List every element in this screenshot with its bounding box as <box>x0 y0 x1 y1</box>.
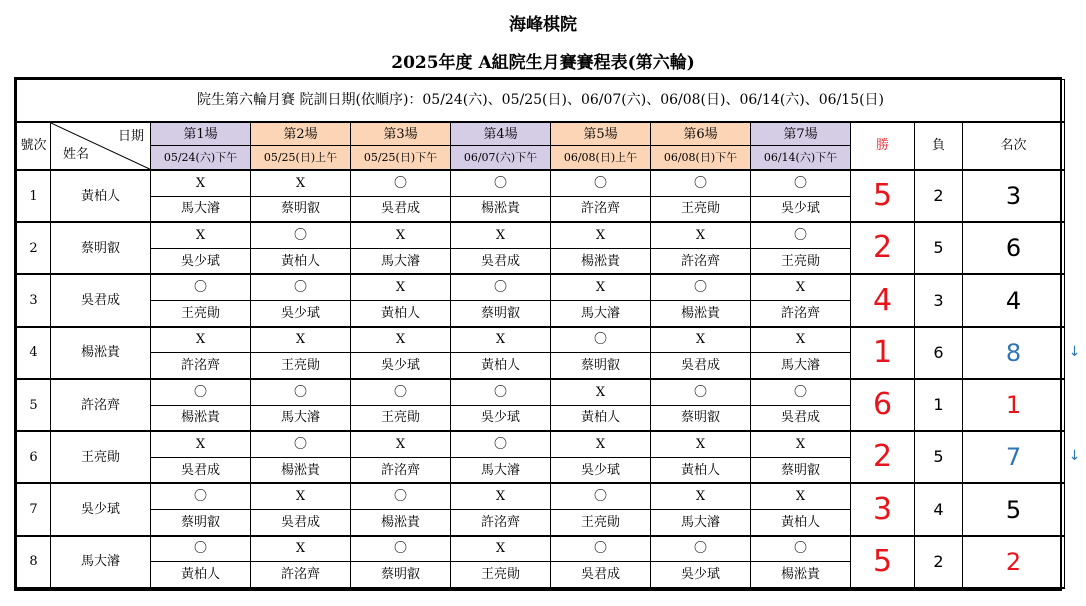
win-count: 2 <box>851 431 915 483</box>
game-opponent: 許洺齊 <box>351 457 451 483</box>
game-result: X <box>151 327 251 353</box>
game-result: 〇 <box>651 379 751 405</box>
player-row <box>17 327 1065 353</box>
loss-count: 4 <box>915 483 963 535</box>
rank-value: 5 <box>963 483 1065 535</box>
game-result: X <box>151 431 251 457</box>
game-result: 〇 <box>451 170 551 196</box>
game-opponent: 吳君成 <box>251 510 351 536</box>
game-result: X <box>351 431 451 457</box>
round-label: 第6場 <box>651 122 751 146</box>
game-result: 〇 <box>751 536 851 562</box>
game-opponent: 楊淞貴 <box>751 562 851 588</box>
header-win: 勝 <box>851 122 915 170</box>
game-opponent: 黃柏人 <box>751 510 851 536</box>
game-result: 〇 <box>751 170 851 196</box>
player-name: 楊淞貴 <box>51 327 151 379</box>
rank-down-arrow-icon: ↓ <box>1068 343 1081 360</box>
rank-value: 2 <box>963 536 1065 588</box>
game-opponent: 王亮勛 <box>351 405 451 431</box>
win-count: 3 <box>851 483 915 535</box>
game-result: 〇 <box>451 274 551 300</box>
game-opponent: 馬大濬 <box>651 510 751 536</box>
page-title: 海峰棋院 <box>509 15 577 35</box>
game-result: X <box>751 483 851 509</box>
round-date: 05/25(日)上午 <box>251 146 351 170</box>
page-subtitle: 2025年度 A組院生月賽賽程表(第六輪) <box>391 53 695 73</box>
game-opponent: 吳君成 <box>151 457 251 483</box>
game-opponent: 馬大濬 <box>751 353 851 379</box>
game-opponent: 黃柏人 <box>651 457 751 483</box>
loss-count: 1 <box>915 379 963 431</box>
rank-down-arrow-icon: ↓ <box>1068 448 1081 465</box>
game-opponent: 吳君成 <box>751 405 851 431</box>
game-opponent: 蔡明叡 <box>151 510 251 536</box>
rank-value: 6 <box>963 222 1065 274</box>
game-result: 〇 <box>751 379 851 405</box>
game-opponent: 吳少珷 <box>351 353 451 379</box>
round-label: 第3場 <box>351 122 451 146</box>
game-opponent: 許洺齊 <box>251 562 351 588</box>
game-result: X <box>151 170 251 196</box>
rank-value: 3 <box>963 170 1065 222</box>
game-opponent: 楊淞貴 <box>251 457 351 483</box>
game-opponent: 吳君成 <box>451 248 551 274</box>
round-date: 06/14(六)下午 <box>751 146 851 170</box>
game-result: X <box>351 274 451 300</box>
rank-value: 7 <box>963 431 1065 483</box>
game-result: 〇 <box>251 274 351 300</box>
game-result: X <box>451 536 551 562</box>
game-opponent: 蔡明叡 <box>351 562 451 588</box>
player-number: 7 <box>17 483 51 535</box>
round-date: 06/07(六)下午 <box>451 146 551 170</box>
round-label: 第7場 <box>751 122 851 146</box>
game-result: 〇 <box>351 483 451 509</box>
player-name: 黃柏人 <box>51 170 151 222</box>
schedule-table <box>14 77 1062 591</box>
game-opponent: 吳少珷 <box>251 301 351 327</box>
game-result: 〇 <box>251 431 351 457</box>
game-result: 〇 <box>251 222 351 248</box>
game-result: X <box>551 222 651 248</box>
player-name: 吳君成 <box>51 274 151 326</box>
player-name: 許洺齊 <box>51 379 151 431</box>
loss-count: 2 <box>915 170 963 222</box>
game-result: X <box>451 483 551 509</box>
game-opponent: 王亮勛 <box>451 562 551 588</box>
game-opponent: 馬大濬 <box>351 248 451 274</box>
player-number: 8 <box>17 536 51 588</box>
loss-count: 5 <box>915 431 963 483</box>
win-count: 6 <box>851 379 915 431</box>
game-opponent: 黃柏人 <box>451 353 551 379</box>
header-date-label: 日期 <box>117 128 144 144</box>
loss-count: 3 <box>915 274 963 326</box>
player-name: 蔡明叡 <box>51 222 151 274</box>
game-result: X <box>451 222 551 248</box>
game-opponent: 王亮勛 <box>651 196 751 222</box>
game-opponent: 楊淞貴 <box>351 510 451 536</box>
game-result: X <box>751 431 851 457</box>
header-loss: 負 <box>915 122 963 170</box>
game-result: 〇 <box>251 379 351 405</box>
game-opponent: 蔡明叡 <box>251 196 351 222</box>
game-result: 〇 <box>551 170 651 196</box>
game-result: 〇 <box>151 379 251 405</box>
player-name: 王亮勛 <box>51 431 151 483</box>
game-result: 〇 <box>651 170 751 196</box>
win-count: 1 <box>851 327 915 379</box>
game-result: 〇 <box>651 274 751 300</box>
game-result: X <box>551 379 651 405</box>
game-opponent: 許洺齊 <box>451 510 551 536</box>
round-date: 06/08(日)下午 <box>651 146 751 170</box>
player-number: 4 <box>17 327 51 379</box>
game-opponent: 楊淞貴 <box>551 248 651 274</box>
game-result: X <box>551 274 651 300</box>
game-result: 〇 <box>451 431 551 457</box>
game-result: X <box>151 222 251 248</box>
game-opponent: 吳少珷 <box>651 562 751 588</box>
game-opponent: 王亮勛 <box>551 510 651 536</box>
game-result: 〇 <box>351 379 451 405</box>
win-count: 5 <box>851 536 915 588</box>
game-result: X <box>551 431 651 457</box>
game-opponent: 蔡明叡 <box>451 301 551 327</box>
win-count: 2 <box>851 222 915 274</box>
player-number: 3 <box>17 274 51 326</box>
header-name-label: 姓名 <box>63 146 90 162</box>
game-result: 〇 <box>551 536 651 562</box>
game-result: 〇 <box>151 536 251 562</box>
rank-value: 4 <box>963 274 1065 326</box>
game-opponent: 吳君成 <box>651 353 751 379</box>
player-number: 6 <box>17 431 51 483</box>
game-opponent: 黃柏人 <box>551 405 651 431</box>
game-result: X <box>351 327 451 353</box>
round-label: 第1場 <box>151 122 251 146</box>
player-number: 5 <box>17 379 51 431</box>
game-result: X <box>651 222 751 248</box>
game-opponent: 王亮勛 <box>151 301 251 327</box>
loss-count: 2 <box>915 536 963 588</box>
loss-count: 6 <box>915 327 963 379</box>
game-opponent: 黃柏人 <box>151 562 251 588</box>
player-row <box>17 170 1065 196</box>
game-opponent: 馬大濬 <box>551 301 651 327</box>
game-opponent: 楊淞貴 <box>451 196 551 222</box>
player-name: 馬大濬 <box>51 536 151 588</box>
game-result: X <box>351 222 451 248</box>
game-opponent: 許洺齊 <box>551 196 651 222</box>
game-result: 〇 <box>151 483 251 509</box>
game-result: X <box>651 483 751 509</box>
game-opponent: 許洺齊 <box>751 301 851 327</box>
game-result: 〇 <box>451 379 551 405</box>
game-opponent: 馬大濬 <box>151 196 251 222</box>
game-result: X <box>751 274 851 300</box>
player-row <box>17 274 1065 300</box>
game-opponent: 吳少珷 <box>751 196 851 222</box>
player-row <box>17 536 1065 562</box>
game-opponent: 黃柏人 <box>251 248 351 274</box>
loss-count: 5 <box>915 222 963 274</box>
game-opponent: 許洺齊 <box>151 353 251 379</box>
game-result: X <box>251 483 351 509</box>
round-date: 05/25(日)下午 <box>351 146 451 170</box>
game-opponent: 黃柏人 <box>351 301 451 327</box>
training-dates-info: 院生第六輪月賽 院訓日期(依順序)：05/24(六)、05/25(日)、06/07(六)、06/08(日)、06/14(六)、06/15(日) <box>17 80 1065 122</box>
round-date: 06/08(日)上午 <box>551 146 651 170</box>
game-opponent: 楊淞貴 <box>651 301 751 327</box>
game-opponent: 蔡明叡 <box>651 405 751 431</box>
game-opponent: 許洺齊 <box>651 248 751 274</box>
header-corner <box>51 122 151 170</box>
player-row <box>17 431 1065 457</box>
game-result: X <box>251 536 351 562</box>
game-result: 〇 <box>551 483 651 509</box>
game-result: 〇 <box>651 536 751 562</box>
game-result: 〇 <box>151 274 251 300</box>
game-opponent: 馬大濬 <box>451 457 551 483</box>
game-opponent: 蔡明叡 <box>751 457 851 483</box>
game-result: X <box>251 327 351 353</box>
round-date: 05/24(六)下午 <box>151 146 251 170</box>
header-rank: 名次 <box>963 122 1065 170</box>
game-result: X <box>651 327 751 353</box>
player-name: 吳少珷 <box>51 483 151 535</box>
game-opponent: 吳君成 <box>551 562 651 588</box>
round-label: 第4場 <box>451 122 551 146</box>
game-opponent: 馬大濬 <box>251 405 351 431</box>
game-opponent: 楊淞貴 <box>151 405 251 431</box>
game-result: X <box>451 327 551 353</box>
game-opponent: 蔡明叡 <box>551 353 651 379</box>
player-row <box>17 379 1065 405</box>
game-opponent: 王亮勛 <box>751 248 851 274</box>
rank-value: 8 <box>963 327 1065 379</box>
game-result: X <box>751 327 851 353</box>
round-label: 第5場 <box>551 122 651 146</box>
player-row <box>17 222 1065 248</box>
game-result: 〇 <box>351 536 451 562</box>
game-result: 〇 <box>351 170 451 196</box>
game-opponent: 王亮勛 <box>251 353 351 379</box>
game-result: X <box>251 170 351 196</box>
game-result: 〇 <box>751 222 851 248</box>
game-opponent: 吳君成 <box>351 196 451 222</box>
player-number: 2 <box>17 222 51 274</box>
game-opponent: 吳少珷 <box>551 457 651 483</box>
round-label: 第2場 <box>251 122 351 146</box>
game-opponent: 吳少珷 <box>451 405 551 431</box>
game-opponent: 吳少珷 <box>151 248 251 274</box>
win-count: 5 <box>851 170 915 222</box>
rank-value: 1 <box>963 379 1065 431</box>
player-row <box>17 483 1065 509</box>
player-number: 1 <box>17 170 51 222</box>
game-result: X <box>651 431 751 457</box>
win-count: 4 <box>851 274 915 326</box>
header-number: 號次 <box>17 122 51 170</box>
game-result: 〇 <box>551 327 651 353</box>
